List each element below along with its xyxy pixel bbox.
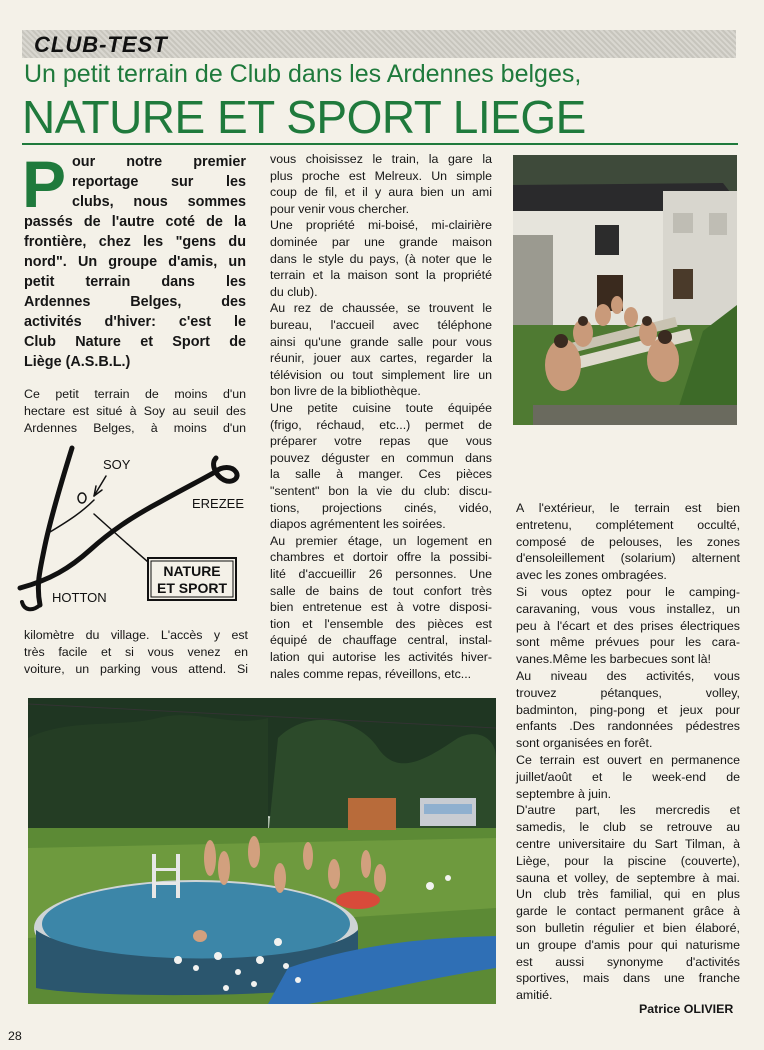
body-line: kilomètre du village. L'accès y est [24, 628, 248, 642]
body-line: dominée par une grande maison [270, 235, 492, 249]
body-line: badminton, ping-pong et jeux pour [516, 702, 740, 717]
body-line: lité d'accueillir 26 personnes. Une [270, 567, 492, 581]
body-line: trouvez pétanques, volley, [516, 685, 740, 700]
body-line: sauna et volley, de septembre à mai. [516, 870, 740, 885]
body-line: Au niveau des activités, vous [516, 669, 740, 683]
lead-line: our notre premier [72, 154, 246, 170]
photo-house-terrace [513, 155, 737, 425]
body-line: nales comme repas, réveillons, etc... [270, 666, 472, 681]
body-line: Ce terrain est ouvert en permanence [516, 753, 740, 767]
body-line: amitié. [516, 988, 553, 1003]
body-line: un groupe d'amis pour qui naturisme [516, 937, 740, 952]
body-line: très facile et si vous venez en [24, 645, 248, 659]
body-line: composé de pelouses, les zones [516, 534, 740, 549]
body-line: bon livre de la bibliothèque. [270, 384, 421, 399]
lead-line: petit terrain dans les [24, 274, 246, 290]
body-line: Si vous optez pour le camping- [516, 585, 740, 599]
body-line: septembre à juin. [516, 786, 612, 801]
body-line: voiture, un parking vous attend. Si [24, 662, 248, 676]
body-line: Ce petit terrain de moins d'un [24, 387, 246, 401]
drop-cap: P [22, 147, 67, 221]
body-line: tion et l'ensemble des pièces est [270, 616, 492, 631]
body-line: samedis, le club se retrouve au [516, 820, 740, 835]
photo-garden-pool [28, 698, 496, 1004]
body-line: (frigo, réchaud, etc...) permet de [270, 417, 492, 432]
lead-line: Club Nature et Sport de [24, 334, 246, 350]
body-line: vous choisissez le train, la gare la [270, 152, 492, 166]
body-line: Ardennes Belges, à moins d'un [24, 421, 246, 435]
lead-line: Liège (A.S.B.L.) [24, 354, 131, 370]
body-line: bureau, l'accueil avec téléphone [270, 318, 492, 332]
title-rule [22, 143, 738, 145]
body-line: d'ensoleillement (solarium) alternent [516, 551, 740, 566]
body-line: télévision ou tout simplement lire un [270, 367, 492, 382]
body-line: coup de fil, et il y aura bien un ami [270, 185, 492, 200]
body-line: dans le style du pays, (à noter que le [270, 251, 492, 266]
body-line: pour venir vous chercher. [270, 201, 410, 216]
body-line: vanes.Même les barbecues sont là! [516, 652, 711, 667]
author-byline: Patrice OLIVIER [639, 1002, 734, 1016]
body-line: garde le contact permanent grâce à [516, 904, 740, 919]
map-label-erezee: EREZEE [192, 496, 245, 511]
lead-line: activités d'hiver: c'est le [24, 314, 246, 330]
lead-line: reportage sur les [72, 174, 246, 190]
body-line: entretenu, complétement occulté, [516, 517, 740, 532]
map-box-line-2: ET SPORT [156, 580, 228, 596]
lead-line: frontière, chez les "gens du [24, 234, 246, 250]
body-line: Une petite cuisine toute équipée [270, 401, 492, 415]
section-label: CLUB-TEST [34, 32, 168, 57]
body-line: Une propriété mi-boisé, mi-clairière [270, 218, 492, 233]
body-line: ainsi qu'une grande salle pour vous [270, 334, 492, 349]
lead-line: clubs, nous sommes [72, 194, 246, 210]
body-line: D'autre part, les mercredis et [516, 803, 740, 818]
body-line: réunir, jouer aux cartes, regarder la [270, 351, 492, 366]
map-label-soy: SOY [103, 457, 131, 472]
body-line: enfants .Des randonnées pédestres [516, 719, 740, 734]
body-line: salle de bains de tout confort très [270, 583, 492, 598]
map-label-hotton: HOTTON [52, 590, 107, 605]
body-line: tions, projections cinés, vidéo, [270, 500, 492, 515]
body-line: pouvez déguster en commun dans [270, 450, 492, 465]
body-line: plus proche est Melreux. Un simple [270, 168, 492, 183]
body-line: est aussi synonyme d'activités [516, 954, 740, 969]
body-line: Au rez de chaussée, se trouvent le [270, 301, 492, 316]
body-line: préparer votre repas que vous [270, 434, 492, 449]
body-line: hectare est situé à Soy au seuil des [24, 404, 246, 418]
location-map [10, 440, 260, 620]
body-line: "sentent" bon la vie du club: discu- [270, 484, 492, 498]
body-line: chambres et dortoir offre la possibi- [270, 550, 492, 565]
body-line: peu à l'écart et des prises électriques [516, 618, 740, 633]
body-line: avec les zones ombragées. [516, 568, 667, 583]
body-line: Un club très familial, qui en plus [516, 887, 740, 902]
body-line: sportives, mais dans une franche [516, 971, 740, 986]
body-line: la salle à manger. Ces pièces [270, 467, 492, 482]
body-line: caravaning, vous vous installez, un [516, 601, 740, 616]
body-line: équipé de chauffage central, instal- [270, 633, 492, 648]
body-line: A l'extérieur, le terrain est bien [516, 501, 740, 515]
body-line: lation qui autorise les activités hiver- [270, 650, 492, 664]
body-line: sont même prévues pour les cara- [516, 635, 740, 650]
lead-line: nord". Un groupe d'amis, un [24, 254, 246, 270]
body-line: bien entretenue est à votre disposi- [270, 600, 492, 615]
body-line: son bulletin régulier et bien élaboré, [516, 921, 740, 935]
lead-line: passés de l'autre coté de la [24, 214, 246, 230]
body-line: sont organisées en forêt. [516, 736, 653, 751]
body-line: juillet/août et le week-end de [516, 769, 740, 784]
article-subtitle: Un petit terrain de Club dans les Ardennes belges, [24, 60, 582, 88]
body-line: centre universitaire du Sart Tilman, à [516, 837, 740, 851]
map-box-line-1: NATURE [163, 563, 221, 579]
lead-line: Ardennes Belges, des [24, 294, 246, 310]
page-number: 28 [8, 1029, 22, 1043]
body-line: Liège, pour la piscine (couverte), [516, 853, 740, 868]
body-line: du club). [270, 284, 318, 299]
body-line: diapos agrémentent les soirées. [270, 517, 446, 532]
article-title: NATURE ET SPORT LIEGE [22, 91, 586, 143]
body-line: Au premier étage, un logement en [270, 533, 492, 548]
body-line: terrain et la maison sont la propriété [270, 268, 492, 283]
